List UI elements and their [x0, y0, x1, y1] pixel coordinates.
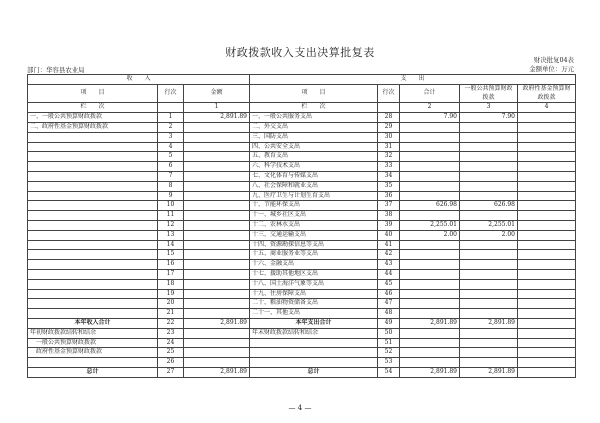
total-cell — [400, 338, 460, 348]
income-amount-header: 金额 — [184, 84, 250, 103]
expense-rowno-cell: 31 — [378, 142, 400, 152]
total-header: 合计 — [400, 84, 460, 103]
general-budget-cell — [460, 348, 518, 358]
amount-unit: 金额单位：万元 — [529, 65, 574, 73]
expense-item-cell: 十七、援助其他地区支出 — [250, 269, 378, 279]
income-amount-cell — [184, 299, 250, 309]
expense-rowno-cell: 49 — [378, 318, 400, 328]
income-item-cell — [28, 211, 158, 221]
expense-item-cell: 十四、资源勘探信息等支出 — [250, 240, 378, 250]
table-row — [28, 250, 576, 260]
income-rowno-cell: 23 — [158, 328, 184, 338]
income-item-header: 项 目 — [28, 84, 158, 103]
expense-item-cell: 五、教育支出 — [250, 152, 378, 162]
table-row — [28, 201, 576, 211]
gov-fund-cell — [518, 250, 576, 260]
income-amount-cell — [184, 171, 250, 181]
income-item-cell — [28, 220, 158, 230]
expense-rowno-cell: 35 — [378, 181, 400, 191]
general-budget-cell: 626.98 — [460, 201, 518, 211]
general-budget-cell — [460, 240, 518, 250]
expense-item-cell: 二十、粮油物资储备支出 — [250, 299, 378, 309]
income-rowno-cell: 5 — [158, 152, 184, 162]
table-row — [28, 260, 576, 270]
table-row — [28, 240, 576, 250]
gov-fund-cell — [518, 289, 576, 299]
table-number: 财决批复04表 — [533, 56, 574, 64]
gov-fund-cell — [518, 132, 576, 142]
expense-item-cell: 二、外交支出 — [250, 122, 378, 132]
income-item-cell — [28, 250, 158, 260]
expense-item-cell: 四、公共安全支出 — [250, 142, 378, 152]
income-rowno-cell: 24 — [158, 338, 184, 348]
total-cell — [400, 260, 460, 270]
col-2: 2 — [400, 103, 460, 113]
income-rowno-cell: 3 — [158, 132, 184, 142]
table-row — [28, 230, 576, 240]
income-amount-cell — [184, 279, 250, 289]
gov-fund-cell — [518, 358, 576, 368]
expense-item-cell: 总计 — [250, 367, 378, 377]
total-cell: 7.90 — [400, 113, 460, 123]
income-rowno-cell: 6 — [158, 162, 184, 172]
total-cell — [400, 240, 460, 250]
income-item-cell — [28, 299, 158, 309]
gov-fund-cell — [518, 328, 576, 338]
gov-fund-cell — [518, 211, 576, 221]
income-item-cell — [28, 289, 158, 299]
table-row — [28, 181, 576, 191]
expense-item-cell: 十、节能环保支出 — [250, 201, 378, 211]
income-rowno-header: 行次 — [158, 84, 184, 103]
income-item-cell — [28, 279, 158, 289]
expense-rowno-cell: 43 — [378, 260, 400, 270]
general-budget-cell — [460, 358, 518, 368]
income-item-cell — [28, 201, 158, 211]
table-row — [28, 279, 576, 289]
income-amount-cell — [184, 289, 250, 299]
expense-item-cell: 二十一、其他支出 — [250, 309, 378, 319]
income-item-cell — [28, 230, 158, 240]
total-cell: 2,255.01 — [400, 220, 460, 230]
general-budget-cell — [460, 328, 518, 338]
income-item-cell — [28, 309, 158, 319]
total-cell — [400, 299, 460, 309]
expense-header: 支 出 — [250, 75, 576, 85]
income-amount-cell — [184, 181, 250, 191]
gov-fund-cell — [518, 171, 576, 181]
general-budget-cell — [460, 191, 518, 201]
general-budget-cell — [460, 152, 518, 162]
income-amount-cell — [184, 201, 250, 211]
total-cell — [400, 142, 460, 152]
expense-lanci: 栏 次 — [250, 103, 378, 113]
gov-fund-cell — [518, 309, 576, 319]
income-amount-cell — [184, 269, 250, 279]
income-amount-cell — [184, 328, 250, 338]
expense-rowno-cell: 29 — [378, 122, 400, 132]
expense-rowno-cell: 52 — [378, 348, 400, 358]
general-budget-cell — [460, 338, 518, 348]
expense-rowno-cell: 30 — [378, 132, 400, 142]
expense-rowno-cell: 46 — [378, 289, 400, 299]
income-amount-cell — [184, 309, 250, 319]
gov-fund-cell — [518, 367, 576, 377]
total-cell — [400, 132, 460, 142]
expense-rowno-cell: 54 — [378, 367, 400, 377]
expense-item-cell — [250, 348, 378, 358]
income-item-cell — [28, 240, 158, 250]
table-reference — [529, 56, 574, 74]
income-item-cell: 一般公共预算财政拨款 — [28, 338, 158, 348]
table-row — [28, 348, 576, 358]
income-rowno-cell: 15 — [158, 250, 184, 260]
income-amount-cell — [184, 250, 250, 260]
income-item-cell — [28, 181, 158, 191]
total-cell — [400, 171, 460, 181]
total-cell — [400, 328, 460, 338]
table-row — [28, 142, 576, 152]
column-header-row — [28, 84, 576, 103]
income-rowno-cell: 20 — [158, 299, 184, 309]
expense-item-cell: 八、社会保障和就业支出 — [250, 181, 378, 191]
income-col-1: 1 — [184, 103, 250, 113]
expense-item-cell: 十六、金融支出 — [250, 260, 378, 270]
expense-item-cell: 本年支出合计 — [250, 318, 378, 328]
department-label: 部门：华容县农业局 — [27, 66, 85, 74]
total-cell — [400, 250, 460, 260]
expense-item-cell: 六、科学技术支出 — [250, 162, 378, 172]
income-amount-cell — [184, 358, 250, 368]
expense-rowno-cell: 42 — [378, 250, 400, 260]
income-item-cell: 二、政府性基金预算财政拨款 — [28, 122, 158, 132]
gov-fund-cell — [518, 318, 576, 328]
income-rowno-cell: 26 — [158, 358, 184, 368]
income-item-cell: 一、一般公共预算财政拨款 — [28, 113, 158, 123]
general-budget-cell — [460, 289, 518, 299]
general-budget-cell — [460, 299, 518, 309]
expense-rowno-cell: 50 — [378, 328, 400, 338]
table-row — [28, 318, 576, 328]
general-budget-cell: 2,255.01 — [460, 220, 518, 230]
gov-fund-cell — [518, 220, 576, 230]
income-amount-cell — [184, 132, 250, 142]
income-item-cell: 总计 — [28, 367, 158, 377]
income-amount-cell: 2,891.89 — [184, 318, 250, 328]
income-rowno-cell: 10 — [158, 201, 184, 211]
expense-rowno-cell: 38 — [378, 211, 400, 221]
table-row — [28, 152, 576, 162]
appropriation-table — [27, 74, 576, 378]
table-row — [28, 358, 576, 368]
income-item-cell — [28, 152, 158, 162]
total-cell — [400, 279, 460, 289]
gov-fund-cell — [518, 240, 576, 250]
income-rowno-cell: 27 — [158, 367, 184, 377]
income-amount-cell — [184, 240, 250, 250]
gov-fund-cell — [518, 260, 576, 270]
expense-rowno-cell: 51 — [378, 338, 400, 348]
expense-item-cell: 三、国防支出 — [250, 132, 378, 142]
income-amount-cell — [184, 220, 250, 230]
general-budget-cell — [460, 260, 518, 270]
income-amount-cell — [184, 348, 250, 358]
income-item-cell — [28, 162, 158, 172]
income-amount-cell — [184, 122, 250, 132]
gov-fund-cell — [518, 191, 576, 201]
table-row — [28, 132, 576, 142]
table-row — [28, 211, 576, 221]
table-row — [28, 191, 576, 201]
gov-fund-cell — [518, 348, 576, 358]
gov-fund-cell — [518, 181, 576, 191]
income-amount-cell — [184, 142, 250, 152]
income-rowno-cell: 8 — [158, 181, 184, 191]
expense-rowno-cell: 45 — [378, 279, 400, 289]
general-budget-cell — [460, 279, 518, 289]
general-budget-cell — [460, 309, 518, 319]
page-number: — 4 — — [288, 404, 312, 412]
income-rowno-cell: 12 — [158, 220, 184, 230]
income-rowno-cell: 1 — [158, 113, 184, 123]
table-row — [28, 338, 576, 348]
income-rowno-cell: 17 — [158, 269, 184, 279]
total-cell — [400, 181, 460, 191]
gov-fund-header: 政府性基金预算财政拨款 — [518, 84, 576, 103]
total-cell: 2.00 — [400, 230, 460, 240]
income-item-cell — [28, 269, 158, 279]
general-budget-cell — [460, 211, 518, 221]
table-row — [28, 171, 576, 181]
gov-fund-cell — [518, 201, 576, 211]
income-item-cell — [28, 171, 158, 181]
income-rowno-cell: 4 — [158, 142, 184, 152]
total-cell — [400, 358, 460, 368]
total-cell — [400, 348, 460, 358]
expense-item-cell: 十五、商业服务业等支出 — [250, 250, 378, 260]
expense-rowno-cell: 36 — [378, 191, 400, 201]
gov-fund-cell — [518, 162, 576, 172]
expense-rowno-cell: 47 — [378, 299, 400, 309]
general-budget-cell — [460, 142, 518, 152]
income-rowno-cell: 18 — [158, 279, 184, 289]
income-amount-cell — [184, 230, 250, 240]
table-row — [28, 220, 576, 230]
income-rowno-cell: 2 — [158, 122, 184, 132]
table-row — [28, 289, 576, 299]
total-cell: 626.98 — [400, 201, 460, 211]
income-amount-cell: 2,891.89 — [184, 367, 250, 377]
income-rowno-cell: 19 — [158, 289, 184, 299]
table-row — [28, 122, 576, 132]
expense-item-cell: 十二、农林水支出 — [250, 220, 378, 230]
total-cell — [400, 211, 460, 221]
expense-rowno-cell: 34 — [378, 171, 400, 181]
expense-item-cell: 十三、交通运输支出 — [250, 230, 378, 240]
table-row — [28, 328, 576, 338]
expense-rowno-cell: 37 — [378, 201, 400, 211]
income-item-cell — [28, 191, 158, 201]
income-item-cell: 政府性基金预算财政拨款 — [28, 348, 158, 358]
table-row — [28, 269, 576, 279]
income-rowno-cell: 14 — [158, 240, 184, 250]
income-item-cell — [28, 358, 158, 368]
table-row — [28, 367, 576, 377]
gov-fund-cell — [518, 299, 576, 309]
expense-rowno-header: 行次 — [378, 84, 400, 103]
income-rowno-cell: 9 — [158, 191, 184, 201]
col-3: 3 — [460, 103, 518, 113]
income-amount-cell — [184, 260, 250, 270]
general-budget-cell: 2,891.89 — [460, 318, 518, 328]
expense-item-cell: 九、医疗卫生与计划生育支出 — [250, 191, 378, 201]
total-cell: 2,891.89 — [400, 367, 460, 377]
income-rowno-cell: 13 — [158, 230, 184, 240]
gov-fund-cell — [518, 338, 576, 348]
total-cell — [400, 162, 460, 172]
total-cell: 2,891.89 — [400, 318, 460, 328]
income-item-cell — [28, 142, 158, 152]
table-row — [28, 299, 576, 309]
income-amount-cell — [184, 338, 250, 348]
table-row — [28, 309, 576, 319]
general-budget-cell: 2,891.89 — [460, 367, 518, 377]
general-budget-cell — [460, 269, 518, 279]
gov-fund-cell — [518, 269, 576, 279]
column-index-row — [28, 103, 576, 113]
expense-rowno-cell: 32 — [378, 152, 400, 162]
income-amount-cell — [184, 211, 250, 221]
gov-fund-cell — [518, 113, 576, 123]
general-budget-cell: 2.00 — [460, 230, 518, 240]
income-rowno-cell: 25 — [158, 348, 184, 358]
income-header: 收 入 — [28, 75, 250, 85]
income-amount-cell: 2,891.89 — [184, 113, 250, 123]
income-item-cell — [28, 132, 158, 142]
table-row — [28, 113, 576, 123]
general-budget-cell — [460, 162, 518, 172]
expense-item-cell — [250, 358, 378, 368]
income-amount-cell — [184, 152, 250, 162]
expense-rowno-cell: 41 — [378, 240, 400, 250]
general-budget-cell — [460, 181, 518, 191]
gov-fund-cell — [518, 122, 576, 132]
general-budget-cell: 7.90 — [460, 113, 518, 123]
income-item-cell: 本年收入合计 — [28, 318, 158, 328]
income-item-cell — [28, 260, 158, 270]
expense-item-cell: 七、文化体育与传媒支出 — [250, 171, 378, 181]
total-cell — [400, 122, 460, 132]
expense-rowno-cell: 28 — [378, 113, 400, 123]
general-budget-header: 一般公共预算财政拨款 — [460, 84, 518, 103]
expense-item-cell: 一、一般公共服务支出 — [250, 113, 378, 123]
income-rowno-cell: 16 — [158, 260, 184, 270]
income-rowno-cell: 22 — [158, 318, 184, 328]
expense-rowno-cell: 48 — [378, 309, 400, 319]
table-row — [28, 162, 576, 172]
expense-rowno-cell: 40 — [378, 230, 400, 240]
expense-rowno-cell: 53 — [378, 358, 400, 368]
total-cell — [400, 191, 460, 201]
expense-item-header: 项 目 — [250, 84, 378, 103]
expense-item-cell: 十八、国土海洋气象等支出 — [250, 279, 378, 289]
col-4: 4 — [518, 103, 576, 113]
gov-fund-cell — [518, 152, 576, 162]
expense-rowno-cell: 39 — [378, 220, 400, 230]
total-cell — [400, 309, 460, 319]
gov-fund-cell — [518, 230, 576, 240]
income-amount-cell — [184, 162, 250, 172]
general-budget-cell — [460, 171, 518, 181]
document-title: 财政拨款收入支出决算批复表 — [225, 46, 375, 59]
income-rowno-cell: 21 — [158, 309, 184, 319]
income-item-cell: 年初财政拨款结转和结余 — [28, 328, 158, 338]
general-budget-cell — [460, 250, 518, 260]
total-cell — [400, 152, 460, 162]
general-budget-cell — [460, 132, 518, 142]
expense-rowno-cell: 44 — [378, 269, 400, 279]
expense-item-cell: 年末财政拨款结转和结余 — [250, 328, 378, 338]
total-cell — [400, 269, 460, 279]
expense-rowno-cell: 33 — [378, 162, 400, 172]
general-budget-cell — [460, 122, 518, 132]
income-rowno-cell: 7 — [158, 171, 184, 181]
gov-fund-cell — [518, 142, 576, 152]
expense-item-cell — [250, 338, 378, 348]
income-amount-cell — [184, 191, 250, 201]
income-lanci: 栏 次 — [28, 103, 158, 113]
income-rowno-cell: 11 — [158, 211, 184, 221]
gov-fund-cell — [518, 279, 576, 289]
total-cell — [400, 289, 460, 299]
section-header-row — [28, 75, 576, 85]
expense-item-cell: 十九、住房保障支出 — [250, 289, 378, 299]
expense-item-cell: 十一、城乡社区支出 — [250, 211, 378, 221]
